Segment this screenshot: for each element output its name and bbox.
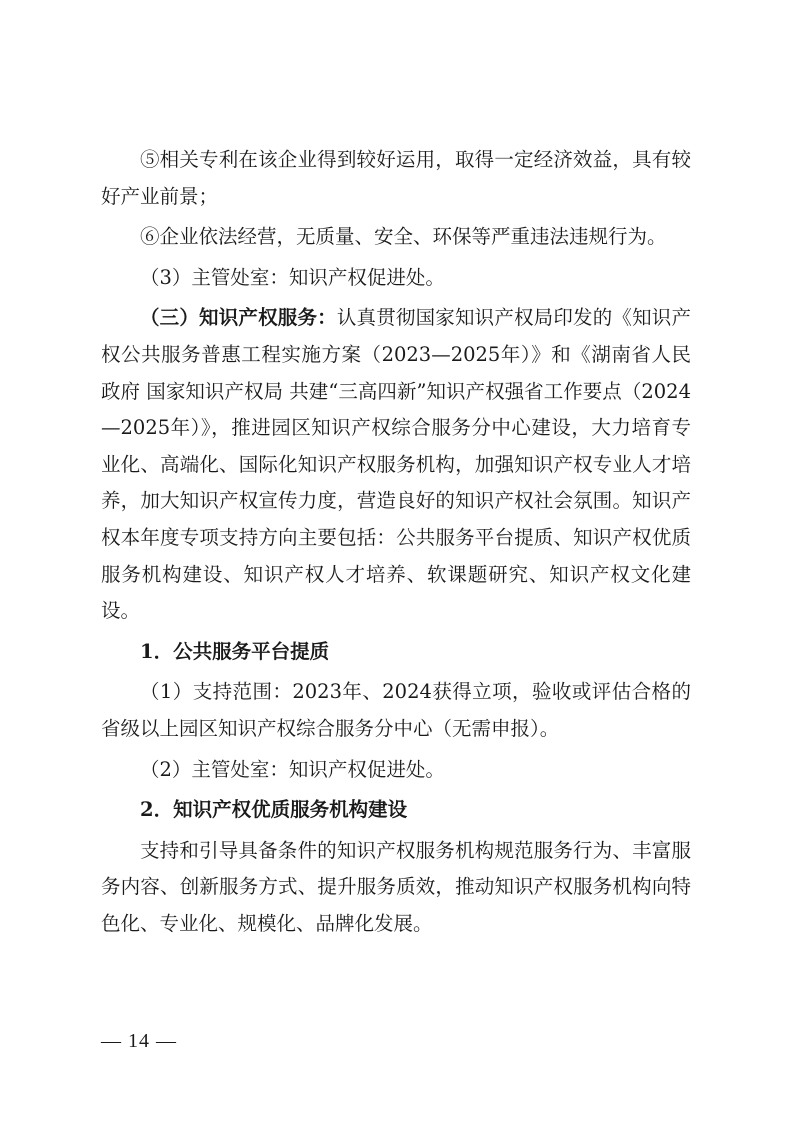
paragraph-item-5: ⑤相关专利在该企业得到较好运用，取得一定经济效益，具有较好产业前景； (101, 148, 691, 208)
paragraph-item-6: ⑥企业依法经营，无质量、安全、环保等严重违法违规行为。 (140, 225, 667, 249)
paragraph-department-3: （3）主管处室：知识产权促进处。 (140, 265, 445, 289)
heading-public-service-platform: 1．公共服务平台提质 (140, 639, 330, 663)
paragraph-section-3 (101, 300, 691, 629)
section-3-heading: （三）知识产权服务： (140, 306, 337, 330)
document-body (101, 142, 691, 942)
heading-quality-service-institutions: 2．知识产权优质服务机构建设 (140, 798, 408, 822)
paragraph-support-guidance: 支持和引导具备条件的知识产权服务机构规范服务行为、丰富服务内容、创新服务方式、提升服务质效，推动知识产权服务机构向特色化、专业化、规模化、品牌化发展。 (101, 838, 691, 935)
paragraph-department-2: （2）主管处室：知识产权促进处。 (140, 757, 445, 781)
section-3-body: 认真贯彻国家知识产权局印发的《知识产权公共服务普惠工程实施方案（2023—2025年）》和《湖南省人民政府 国家知识产权局 共建“三高四新”知识产权强省工作要点（2024—2025年）》，推进园区知识产权综合服务分中心建设，大力培育专业化、高端化、国际化知识产权服务机构，加强知识产权专业人才培养，加大知识产权宣传力度，营造良好的知识产权社会氛围。知识产权本年度专项支持方向主要包括：公共服务平台提质、知识产权优质服务机构建设、知识产权人才培养、软课题研究、知识产权文化建设。 (101, 306, 691, 623)
page-number: — 14 — (101, 1030, 177, 1052)
paragraph-support-scope-1: （1）支持范围：2023年、2024获得立项，验收或评估合格的省级以上园区知识产权综合服务分中心（无需申报）。 (101, 680, 691, 740)
